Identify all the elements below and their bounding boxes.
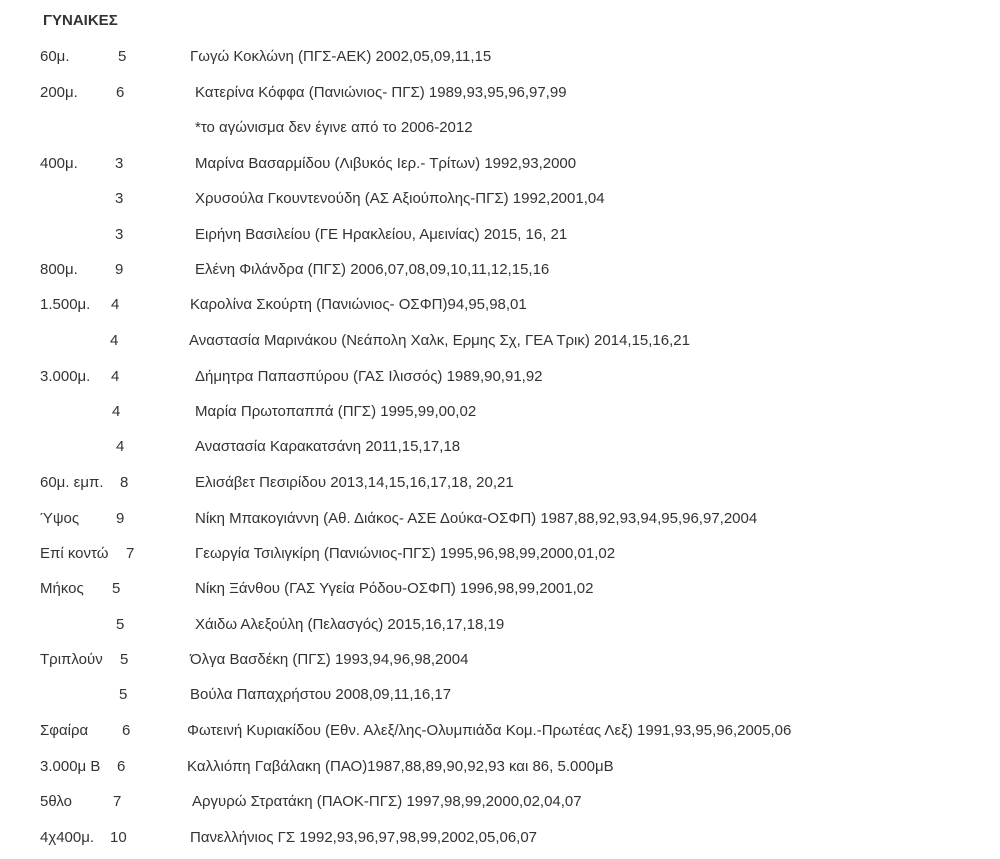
record-text: Χρυσούλα Γκουντενούδη (ΑΣ Αξιούπολης-ΠΓΣ) 1992,2001,04	[195, 190, 605, 207]
record-text: Γωγώ Κοκλώνη (ΠΓΣ-ΑΕΚ) 2002,05,09,11,15	[190, 48, 492, 65]
event-label: 5θλο	[40, 793, 73, 810]
record-row	[0, 259, 1000, 281]
record-text: Μαρίνα Βασαρμίδου (Λιβυκός Ιερ.- Τρίτων) 1992,93,2000	[195, 155, 577, 172]
record-row	[0, 82, 1000, 104]
record-text: Γεωργία Τσιλιγκίρη (Πανιώνιος-ΠΓΣ) 1995,96,98,99,2000,01,02	[195, 545, 616, 562]
title-count: 4	[110, 332, 119, 349]
record-text: Φωτεινή Κυριακίδου (Εθν. Αλεξ/λης-Ολυμπιάδα Κομ.-Πρωτέας Λεξ) 1991,93,95,96,2005,06	[187, 722, 792, 739]
record-text: Πανελλήνιος ΓΣ 1992,93,96,97,98,99,2002,05,06,07	[190, 829, 538, 846]
record-row	[0, 153, 1000, 175]
event-label: 800μ.	[40, 261, 78, 278]
record-text: Χάιδω Αλεξούλη (Πελασγός) 2015,16,17,18,19	[195, 616, 505, 633]
event-label: Τριπλούν	[40, 651, 103, 668]
event-label: 400μ.	[40, 155, 78, 172]
record-text: Αργυρώ Στρατάκη (ΠΑΟΚ-ΠΓΣ) 1997,98,99,2000,02,04,07	[192, 793, 582, 810]
title-count: 4	[111, 368, 120, 385]
title-count: 3	[115, 190, 124, 207]
event-label: 60μ.	[40, 48, 70, 65]
record-text: Ελισάβετ Πεσιρίδου 2013,14,15,16,17,18, 20,21	[195, 474, 514, 491]
record-row	[0, 366, 1000, 388]
record-row	[0, 472, 1000, 494]
record-text: Ελένη Φιλάνδρα (ΠΓΣ) 2006,07,08,09,10,11,12,15,16	[195, 261, 550, 278]
title-count: 10	[110, 829, 127, 846]
record-row	[0, 578, 1000, 600]
title-count: 4	[116, 438, 125, 455]
event-label: 3.000μ Β	[40, 758, 101, 775]
title-count: 4	[111, 296, 120, 313]
record-row	[0, 46, 1000, 68]
record-text: *το αγώνισμα δεν έγινε από το 2006-2012	[195, 119, 473, 136]
event-label: 60μ. εμπ.	[40, 474, 104, 491]
record-row	[0, 508, 1000, 530]
record-text: Βούλα Παπαχρήστου 2008,09,11,16,17	[190, 686, 452, 703]
title-count: 5	[119, 686, 128, 703]
event-label: 1.500μ.	[40, 296, 91, 313]
record-text: Καλλιόπη Γαβάλακη (ΠΑΟ)1987,88,89,90,92,93 και 86, 5.000μΒ	[187, 758, 614, 775]
title-count: 5	[116, 616, 125, 633]
title-count: 7	[126, 545, 135, 562]
record-row	[0, 330, 1000, 352]
record-row	[0, 188, 1000, 210]
event-label: Σφαίρα	[40, 722, 89, 739]
record-row	[0, 756, 1000, 778]
event-label: Επί κοντώ	[40, 545, 109, 562]
record-row	[0, 401, 1000, 423]
title-count: 3	[115, 155, 124, 172]
record-row	[0, 436, 1000, 458]
title-count: 5	[112, 580, 121, 597]
section-heading: ΓΥΝΑΙΚΕΣ	[43, 12, 118, 29]
title-count: 3	[115, 226, 124, 243]
event-label: Μήκος	[40, 580, 84, 597]
title-count: 6	[122, 722, 131, 739]
title-count: 5	[118, 48, 127, 65]
event-label: 200μ.	[40, 84, 78, 101]
record-row	[0, 649, 1000, 671]
record-text: Κατερίνα Κόφφα (Πανιώνιος- ΠΓΣ) 1989,93,95,96,97,99	[195, 84, 567, 101]
title-count: 9	[115, 261, 124, 278]
record-text: Αναστασία Καρακατσάνη 2011,15,17,18	[195, 438, 461, 455]
title-count: 6	[116, 84, 125, 101]
title-count: 6	[117, 758, 126, 775]
event-label: 4χ400μ.	[40, 829, 95, 846]
record-text: Νίκη Ξάνθου (ΓΑΣ Υγεία Ρόδου-ΟΣΦΠ) 1996,98,99,2001,02	[195, 580, 594, 597]
event-label: Ύψος	[40, 510, 80, 527]
record-row	[0, 614, 1000, 636]
title-count: 9	[116, 510, 125, 527]
title-count: 4	[112, 403, 121, 420]
record-row	[0, 791, 1000, 813]
record-row	[0, 720, 1000, 742]
record-text: Ειρήνη Βασιλείου (ΓΕ Ηρακλείου, Αμεινίας) 2015, 16, 21	[195, 226, 568, 243]
record-note	[0, 117, 1000, 139]
title-count: 7	[113, 793, 122, 810]
record-text: Αναστασία Μαρινάκου (Νεάπολη Χαλκ, Ερμης Σχ, ΓΕΑ Τρικ) 2014,15,16,21	[189, 332, 690, 349]
record-row	[0, 224, 1000, 246]
event-label: 3.000μ.	[40, 368, 91, 385]
record-text: Μαρία Πρωτοπαππά (ΠΓΣ) 1995,99,00,02	[195, 403, 477, 420]
record-text: Όλγα Βασδέκη (ΠΓΣ) 1993,94,96,98,2004	[190, 651, 469, 668]
record-row	[0, 827, 1000, 849]
record-row	[0, 684, 1000, 706]
title-count: 5	[120, 651, 129, 668]
record-row	[0, 294, 1000, 316]
record-text: Καρολίνα Σκούρτη (Πανιώνιος- ΟΣΦΠ)94,95,98,01	[190, 296, 527, 313]
record-text: Νίκη Μπακογιάννη (Αθ. Διάκος- ΑΣΕ Δούκα-ΟΣΦΠ) 1987,88,92,93,94,95,96,97,2004	[195, 510, 758, 527]
title-count: 8	[120, 474, 129, 491]
record-row	[0, 543, 1000, 565]
record-text: Δήμητρα Παπασπύρου (ΓΑΣ Ιλισσός) 1989,90,91,92	[195, 368, 543, 385]
